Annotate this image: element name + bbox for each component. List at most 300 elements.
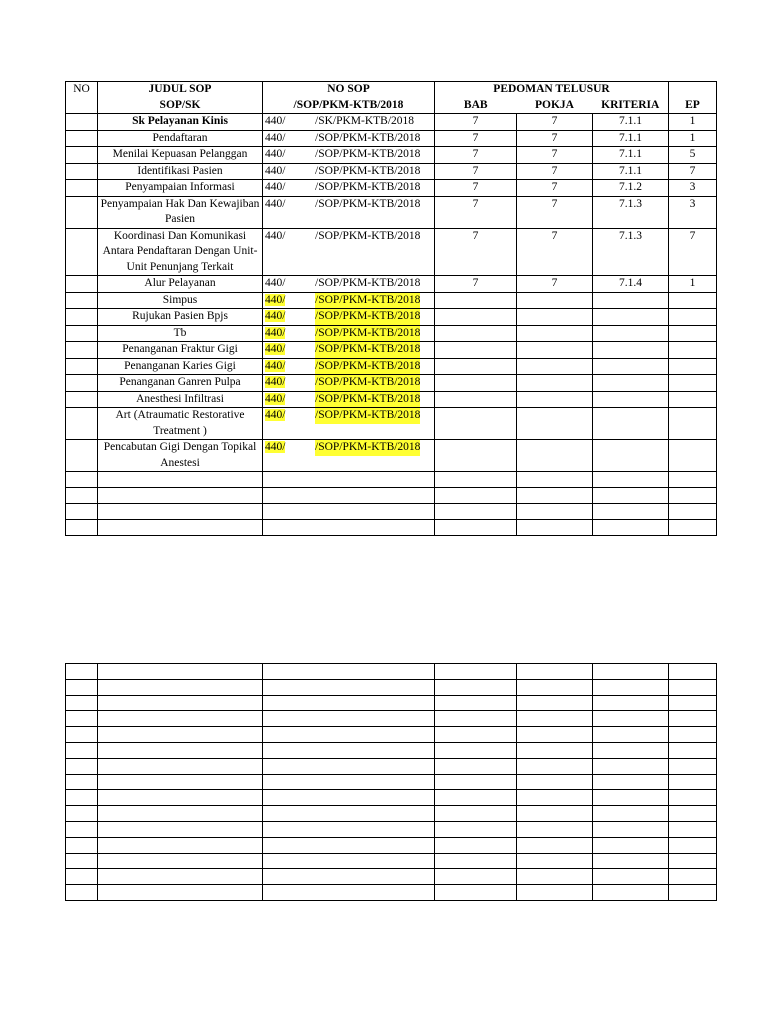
empty-cell — [593, 727, 669, 743]
row-ep — [669, 342, 717, 359]
header-kriteria: KRITERIA — [593, 98, 669, 114]
empty-cell — [517, 806, 593, 822]
empty-cell — [593, 695, 669, 711]
empty-cell — [435, 885, 517, 901]
row-pokja: 7 — [517, 196, 593, 228]
empty-cell — [435, 774, 517, 790]
empty-cell — [517, 664, 593, 680]
empty-cell — [66, 758, 98, 774]
row-ep: 7 — [669, 163, 717, 180]
header-judul: JUDUL SOP — [98, 82, 263, 98]
row-bab — [435, 358, 517, 375]
row-pokja: 7 — [517, 163, 593, 180]
empty-row — [66, 679, 717, 695]
row-nosop-prefix: 440/ — [265, 164, 286, 177]
empty-cell — [669, 695, 717, 711]
row-no — [66, 114, 98, 131]
empty-cell — [66, 853, 98, 869]
empty-cell — [66, 695, 98, 711]
row-pokja — [517, 440, 593, 472]
row-nosop-prefix: 440/ — [265, 148, 286, 160]
empty-cell — [669, 504, 717, 520]
empty-cell — [435, 806, 517, 822]
row-nosop — [263, 408, 435, 440]
row-nosop — [263, 440, 435, 472]
header-ep-top — [669, 82, 717, 98]
table-row — [66, 114, 717, 131]
empty-cell — [435, 727, 517, 743]
table-row — [66, 408, 717, 440]
row-no — [66, 358, 98, 375]
empty-cell — [66, 885, 98, 901]
empty-cell — [669, 821, 717, 837]
table-row — [66, 342, 717, 359]
empty-cell — [593, 504, 669, 520]
empty-cell — [66, 711, 98, 727]
empty-cell — [593, 664, 669, 680]
empty-row — [66, 853, 717, 869]
row-nosop-code: /SOP/PKM-KTB/2018 — [315, 164, 421, 177]
empty-row — [66, 695, 717, 711]
row-nosop-code: /SOP/PKM-KTB/2018 — [315, 440, 420, 456]
empty-cell — [66, 727, 98, 743]
row-judul: Rujukan Pasien Bpjs — [98, 309, 263, 326]
row-ep — [669, 358, 717, 375]
row-no — [66, 325, 98, 342]
empty-cell — [593, 885, 669, 901]
empty-cell — [66, 664, 98, 680]
row-nosop — [263, 309, 435, 326]
row-no — [66, 147, 98, 164]
header-nosop: NO SOP — [263, 82, 435, 98]
empty-cell — [263, 758, 435, 774]
row-nosop — [263, 292, 435, 309]
row-kriteria: 7.1.1 — [593, 147, 669, 164]
row-kriteria: 7.1.2 — [593, 180, 669, 197]
empty-cell — [66, 520, 98, 536]
empty-cell — [435, 758, 517, 774]
row-nosop-code: /SOP/PKM-KTB/2018 — [315, 375, 420, 391]
empty-cell — [517, 774, 593, 790]
empty-cell — [98, 488, 263, 504]
table-row — [66, 180, 717, 197]
empty-cell — [66, 472, 98, 488]
empty-cell — [263, 727, 435, 743]
row-judul: Identifikasi Pasien — [98, 163, 263, 180]
empty-cell — [435, 472, 517, 488]
table-row — [66, 325, 717, 342]
row-nosop — [263, 196, 435, 228]
row-nosop-prefix: 440/ — [265, 277, 286, 289]
empty-cell — [517, 727, 593, 743]
empty-cell — [593, 853, 669, 869]
empty-cell — [98, 853, 263, 869]
row-nosop-code: /SOP/PKM-KTB/2018 — [315, 326, 420, 342]
empty-cell — [669, 727, 717, 743]
row-nosop — [263, 325, 435, 342]
row-nosop-prefix: 440/ — [265, 441, 286, 453]
empty-row — [66, 869, 717, 885]
row-no — [66, 408, 98, 440]
row-ep: 7 — [669, 228, 717, 276]
empty-row — [66, 821, 717, 837]
table-row — [66, 196, 717, 228]
empty-cell — [98, 711, 263, 727]
empty-cell — [435, 488, 517, 504]
row-bab — [435, 408, 517, 440]
header-pokja: POKJA — [517, 98, 593, 114]
empty-cell — [66, 837, 98, 853]
empty-cell — [435, 711, 517, 727]
row-nosop-prefix: 440/ — [265, 293, 286, 306]
row-nosop — [263, 114, 435, 131]
empty-cell — [593, 806, 669, 822]
row-ep — [669, 309, 717, 326]
empty-cell — [669, 774, 717, 790]
row-nosop-code: /SOP/PKM-KTB/2018 — [315, 342, 420, 358]
row-nosop — [263, 228, 435, 276]
empty-cell — [517, 837, 593, 853]
row-bab — [435, 292, 517, 309]
row-nosop-prefix: 440/ — [265, 409, 286, 421]
row-nosop — [263, 391, 435, 408]
row-kriteria: 7.1.4 — [593, 276, 669, 293]
empty-cell — [669, 869, 717, 885]
row-nosop-code: /SOP/PKM-KTB/2018 — [315, 181, 421, 193]
empty-cell — [263, 504, 435, 520]
empty-cell — [263, 488, 435, 504]
empty-cell — [98, 885, 263, 901]
row-kriteria — [593, 391, 669, 408]
empty-cell — [593, 837, 669, 853]
row-pokja — [517, 292, 593, 309]
row-kriteria — [593, 358, 669, 375]
empty-cell — [98, 742, 263, 758]
empty-cell — [263, 790, 435, 806]
header-row-2 — [66, 98, 717, 114]
row-nosop-prefix: 440/ — [265, 229, 286, 242]
empty-cell — [263, 821, 435, 837]
empty-cell — [517, 758, 593, 774]
header-bab: BAB — [435, 98, 517, 114]
row-no — [66, 130, 98, 147]
empty-cell — [517, 885, 593, 901]
header-judul-sub: SOP/SK — [98, 98, 263, 114]
table-row — [66, 147, 717, 164]
empty-cell — [66, 790, 98, 806]
row-no — [66, 375, 98, 392]
blank-table — [65, 663, 717, 901]
empty-cell — [98, 727, 263, 743]
row-nosop-code: /SOP/PKM-KTB/2018 — [315, 359, 420, 375]
empty-row — [66, 711, 717, 727]
row-nosop — [263, 130, 435, 147]
row-nosop-prefix: 440/ — [265, 392, 286, 405]
empty-cell — [263, 679, 435, 695]
empty-cell — [669, 790, 717, 806]
table-row — [66, 375, 717, 392]
empty-cell — [517, 821, 593, 837]
row-judul: Sk Pelayanan Kinis — [98, 114, 263, 131]
empty-row — [66, 488, 717, 504]
empty-cell — [263, 885, 435, 901]
row-no — [66, 163, 98, 180]
empty-row — [66, 472, 717, 488]
empty-cell — [517, 679, 593, 695]
row-judul: Menilai Kepuasan Pelanggan — [98, 147, 263, 164]
empty-cell — [593, 742, 669, 758]
row-nosop-prefix: 440/ — [265, 310, 286, 322]
empty-cell — [98, 472, 263, 488]
row-kriteria: 7.1.1 — [593, 114, 669, 131]
empty-row — [66, 774, 717, 790]
empty-cell — [517, 488, 593, 504]
row-no — [66, 196, 98, 228]
row-pokja: 7 — [517, 130, 593, 147]
row-ep: 1 — [669, 276, 717, 293]
row-nosop-code: /SOP/PKM-KTB/2018 — [315, 408, 420, 424]
row-nosop-code: /SOP/PKM-KTB/2018 — [315, 197, 421, 210]
row-nosop-prefix: 440/ — [265, 131, 286, 144]
row-judul: Pencabutan Gigi Dengan Topikal Anestesi — [98, 440, 263, 472]
empty-cell — [669, 742, 717, 758]
empty-cell — [517, 711, 593, 727]
empty-cell — [593, 790, 669, 806]
empty-cell — [593, 488, 669, 504]
row-pokja: 7 — [517, 147, 593, 164]
row-bab: 7 — [435, 180, 517, 197]
empty-cell — [669, 472, 717, 488]
row-kriteria: 7.1.1 — [593, 130, 669, 147]
empty-cell — [669, 806, 717, 822]
row-judul: Anesthesi Infiltrasi — [98, 391, 263, 408]
row-judul: Pendaftaran — [98, 130, 263, 147]
empty-row — [66, 885, 717, 901]
row-pokja — [517, 358, 593, 375]
row-nosop-prefix: 440/ — [265, 376, 286, 388]
header-no: NO — [66, 82, 98, 98]
row-judul: Simpus — [98, 292, 263, 309]
table-row — [66, 163, 717, 180]
table-row — [66, 391, 717, 408]
empty-cell — [263, 664, 435, 680]
row-ep: 3 — [669, 180, 717, 197]
empty-cell — [435, 504, 517, 520]
empty-row — [66, 790, 717, 806]
empty-cell — [435, 664, 517, 680]
empty-cell — [669, 679, 717, 695]
row-pokja — [517, 325, 593, 342]
header-ep: EP — [669, 98, 717, 114]
table-row — [66, 309, 717, 326]
row-pokja — [517, 375, 593, 392]
row-bab — [435, 342, 517, 359]
empty-cell — [98, 695, 263, 711]
empty-row — [66, 758, 717, 774]
header-pedoman: PEDOMAN TELUSUR — [435, 82, 669, 98]
empty-cell — [263, 869, 435, 885]
row-ep: 5 — [669, 147, 717, 164]
table-row — [66, 292, 717, 309]
row-judul: Koordinasi Dan Komunikasi Antara Pendaftaran Dengan Unit-Unit Penunjang Terkait — [98, 228, 263, 276]
row-nosop-code: /SOP/PKM-KTB/2018 — [315, 293, 420, 309]
empty-cell — [66, 488, 98, 504]
row-nosop-prefix: 440/ — [265, 343, 286, 355]
empty-cell — [263, 695, 435, 711]
header-nosop-sub: /SOP/PKM-KTB/2018 — [263, 98, 435, 114]
empty-cell — [669, 885, 717, 901]
row-bab: 7 — [435, 196, 517, 228]
row-kriteria: 7.1.3 — [593, 196, 669, 228]
empty-cell — [263, 520, 435, 536]
empty-cell — [435, 695, 517, 711]
row-pokja — [517, 309, 593, 326]
row-kriteria: 7.1.1 — [593, 163, 669, 180]
row-nosop-code: /SOP/PKM-KTB/2018 — [315, 309, 420, 325]
empty-row — [66, 837, 717, 853]
empty-cell — [435, 742, 517, 758]
row-nosop-code: /SK/PKM-KTB/2018 — [315, 115, 415, 127]
empty-cell — [66, 504, 98, 520]
empty-cell — [263, 853, 435, 869]
row-judul: Penyampaian Hak Dan Kewajiban Pasien — [98, 196, 263, 228]
row-pokja: 7 — [517, 228, 593, 276]
row-bab: 7 — [435, 163, 517, 180]
empty-cell — [517, 504, 593, 520]
table-row — [66, 130, 717, 147]
row-nosop-prefix: 440/ — [265, 197, 286, 210]
row-nosop — [263, 342, 435, 359]
empty-row — [66, 504, 717, 520]
empty-row — [66, 742, 717, 758]
empty-cell — [98, 821, 263, 837]
empty-cell — [517, 472, 593, 488]
row-pokja: 7 — [517, 180, 593, 197]
empty-cell — [517, 520, 593, 536]
row-no — [66, 228, 98, 276]
row-judul: Alur Pelayanan — [98, 276, 263, 293]
row-ep: 1 — [669, 114, 717, 131]
empty-cell — [517, 790, 593, 806]
empty-cell — [593, 711, 669, 727]
row-bab: 7 — [435, 114, 517, 131]
row-no — [66, 276, 98, 293]
empty-cell — [593, 758, 669, 774]
row-bab: 7 — [435, 147, 517, 164]
row-kriteria — [593, 309, 669, 326]
empty-cell — [98, 664, 263, 680]
empty-cell — [435, 869, 517, 885]
row-bab: 7 — [435, 228, 517, 276]
row-kriteria — [593, 408, 669, 440]
empty-cell — [435, 790, 517, 806]
empty-cell — [593, 472, 669, 488]
row-no — [66, 342, 98, 359]
empty-cell — [669, 711, 717, 727]
empty-cell — [98, 679, 263, 695]
row-nosop-prefix: 440/ — [265, 326, 286, 339]
empty-cell — [66, 806, 98, 822]
row-nosop — [263, 276, 435, 293]
row-no — [66, 440, 98, 472]
empty-cell — [263, 806, 435, 822]
empty-cell — [66, 774, 98, 790]
empty-cell — [263, 742, 435, 758]
empty-cell — [98, 758, 263, 774]
row-pokja — [517, 342, 593, 359]
header-row-1 — [66, 82, 717, 98]
row-pokja — [517, 391, 593, 408]
table-row — [66, 440, 717, 472]
empty-cell — [669, 853, 717, 869]
table-row — [66, 358, 717, 375]
empty-cell — [517, 695, 593, 711]
empty-cell — [435, 520, 517, 536]
row-bab — [435, 391, 517, 408]
empty-cell — [593, 520, 669, 536]
empty-cell — [66, 679, 98, 695]
row-nosop — [263, 375, 435, 392]
row-kriteria: 7.1.3 — [593, 228, 669, 276]
empty-cell — [593, 869, 669, 885]
empty-row — [66, 727, 717, 743]
row-judul: Tb — [98, 325, 263, 342]
row-nosop — [263, 358, 435, 375]
empty-cell — [669, 758, 717, 774]
empty-cell — [263, 837, 435, 853]
row-bab — [435, 440, 517, 472]
row-bab: 7 — [435, 276, 517, 293]
row-nosop-code: /SOP/PKM-KTB/2018 — [315, 392, 420, 408]
row-bab — [435, 375, 517, 392]
empty-row — [66, 520, 717, 536]
row-ep — [669, 440, 717, 472]
empty-cell — [669, 664, 717, 680]
empty-cell — [593, 679, 669, 695]
row-ep — [669, 408, 717, 440]
row-bab — [435, 325, 517, 342]
empty-cell — [593, 821, 669, 837]
row-nosop-code: /SOP/PKM-KTB/2018 — [315, 229, 421, 242]
row-bab: 7 — [435, 130, 517, 147]
row-nosop-code: /SOP/PKM-KTB/2018 — [315, 131, 421, 144]
empty-cell — [66, 869, 98, 885]
table-row — [66, 228, 717, 276]
row-judul: Art (Atraumatic Restorative Treatment ) — [98, 408, 263, 440]
table-row — [66, 276, 717, 293]
row-nosop-code: /SOP/PKM-KTB/2018 — [315, 277, 421, 289]
row-no — [66, 309, 98, 326]
empty-row — [66, 664, 717, 680]
row-judul: Penanganan Ganren Pulpa — [98, 375, 263, 392]
row-nosop — [263, 163, 435, 180]
row-ep: 3 — [669, 196, 717, 228]
row-kriteria — [593, 375, 669, 392]
empty-cell — [669, 837, 717, 853]
row-no — [66, 180, 98, 197]
row-ep — [669, 375, 717, 392]
empty-cell — [263, 774, 435, 790]
empty-cell — [435, 821, 517, 837]
row-no — [66, 391, 98, 408]
row-nosop-prefix: 440/ — [265, 181, 286, 193]
row-judul: Penanganan Fraktur Gigi — [98, 342, 263, 359]
header-no-sub — [66, 98, 98, 114]
row-kriteria — [593, 440, 669, 472]
empty-cell — [517, 853, 593, 869]
row-kriteria — [593, 342, 669, 359]
empty-cell — [98, 504, 263, 520]
